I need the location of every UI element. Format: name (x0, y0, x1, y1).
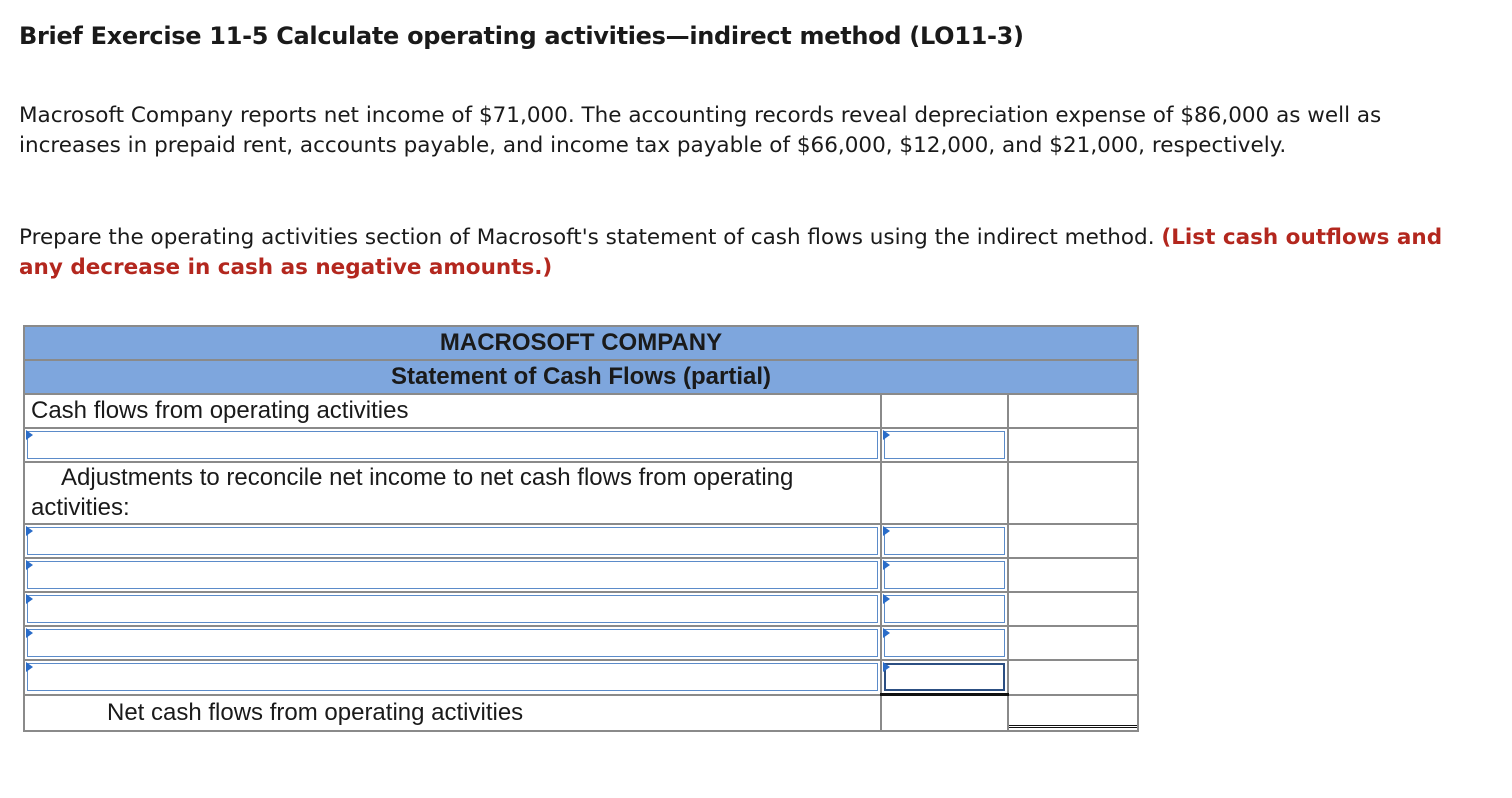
statement-heading: Statement of Cash Flows (partial) (24, 360, 1138, 394)
dropdown-marker-icon (26, 594, 33, 604)
total-cell-empty (1008, 592, 1138, 626)
total-amount-cell (881, 695, 1008, 731)
total-label: Net cash flows from operating activities (24, 695, 881, 731)
table-row-adjustment (24, 626, 1138, 660)
table-row-net-income (24, 428, 1138, 462)
amount-input[interactable] (884, 561, 1005, 589)
total-cell-empty (1008, 558, 1138, 592)
line-item-select[interactable] (27, 431, 878, 459)
cash-flow-statement-table (23, 325, 1139, 732)
dropdown-marker-icon (26, 430, 33, 440)
amount-input[interactable] (884, 595, 1005, 623)
net-cash-total-input[interactable] (1008, 695, 1138, 731)
amount-cell-empty (881, 394, 1008, 428)
instructions-text: Prepare the operating activities section of Macrosoft's statement of cash flows using the indirect method. (19, 225, 1162, 250)
line-item-select[interactable] (27, 527, 878, 555)
table-row-adjustment (24, 660, 1138, 695)
problem-description: Macrosoft Company reports net income of $71,000. The accounting records reveal depreciation expense of $86,000 as well as increases in prepaid rent, accounts payable, and income tax payable of $66,000, $12,000, and $21,000, respectively. (19, 103, 1382, 158)
instructions (19, 223, 1479, 283)
dropdown-marker-icon (883, 594, 890, 604)
dropdown-marker-icon (26, 526, 33, 536)
amount-input[interactable] (884, 527, 1005, 555)
table-row-adjustment (24, 558, 1138, 592)
total-cell-empty (1008, 394, 1138, 428)
total-cell-empty (1008, 428, 1138, 462)
total-cell-empty (1008, 524, 1138, 558)
total-cell-empty (1008, 462, 1138, 524)
line-item-select[interactable] (27, 561, 878, 589)
amount-input[interactable] (884, 663, 1005, 691)
dropdown-marker-icon (883, 560, 890, 570)
table-row-adjustment (24, 524, 1138, 558)
adjustments-label (24, 462, 881, 524)
amount-input[interactable] (884, 629, 1005, 657)
dropdown-marker-icon (883, 430, 890, 440)
company-name-header: MACROSOFT COMPANY (24, 326, 1138, 360)
dropdown-marker-icon (883, 526, 890, 536)
amount-cell-empty (881, 462, 1008, 524)
exercise-title: Brief Exercise 11-5 Calculate operating activities—indirect method (LO11-3) (19, 22, 1024, 50)
line-item-select[interactable] (27, 595, 878, 623)
total-cell-empty (1008, 660, 1138, 695)
total-cell-empty (1008, 626, 1138, 660)
adjustments-label-text: Adjustments to reconcile net income to net cash flows from operating activities: (31, 464, 794, 521)
amount-input[interactable] (884, 431, 1005, 459)
dropdown-marker-icon (26, 628, 33, 638)
dropdown-marker-icon (26, 662, 33, 672)
section-label: Cash flows from operating activities (24, 394, 881, 428)
line-item-select[interactable] (27, 629, 878, 657)
table-row-adjustment (24, 592, 1138, 626)
dropdown-marker-icon (883, 662, 890, 672)
line-item-select[interactable] (27, 663, 878, 691)
instructions-emphasis: (List cash outflows and any decrease in cash as negative amounts.) (19, 225, 1443, 280)
dropdown-marker-icon (883, 628, 890, 638)
dropdown-marker-icon (26, 560, 33, 570)
